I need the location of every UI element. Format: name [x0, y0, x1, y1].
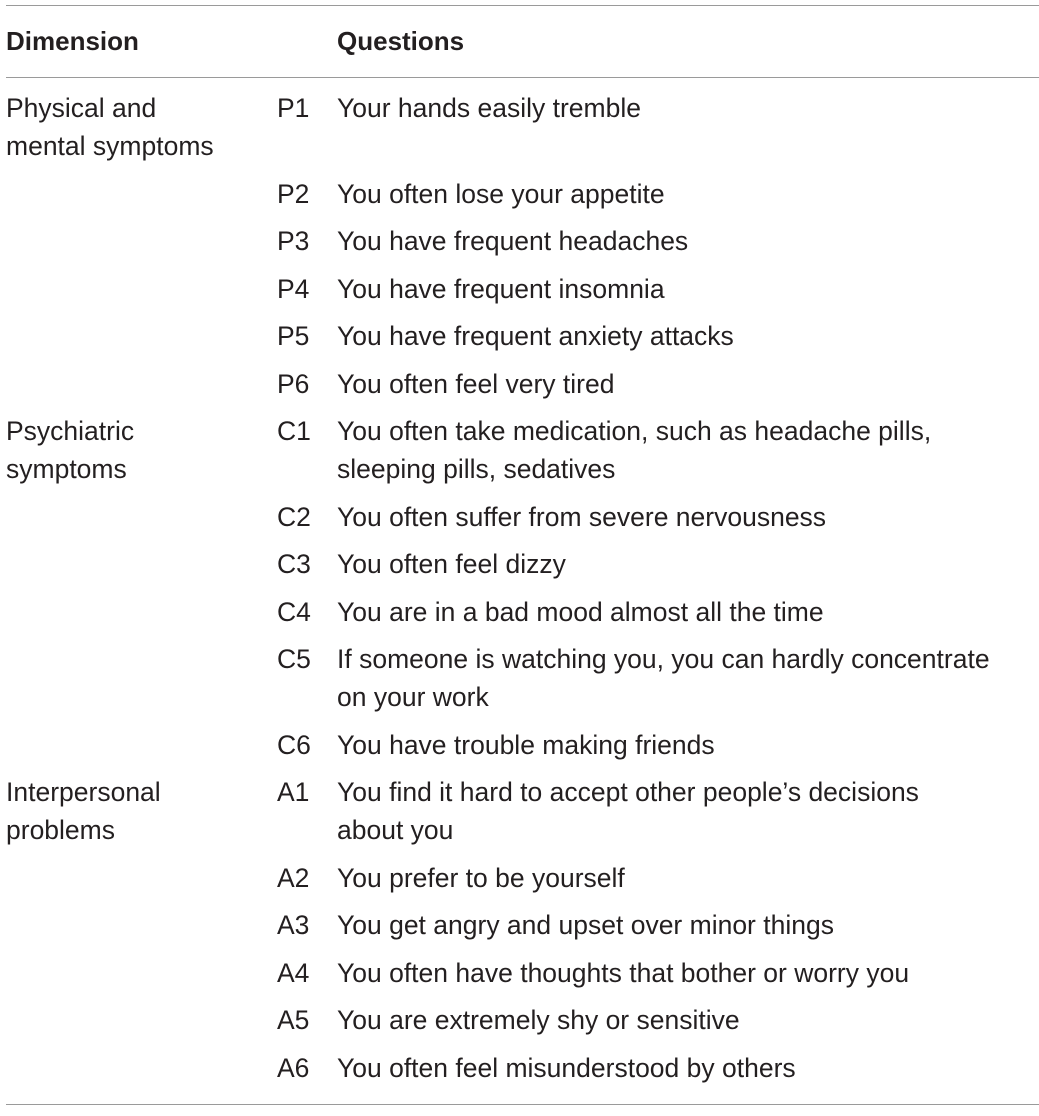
dimension-cell: [6, 906, 277, 944]
question-text-line: about you: [337, 815, 454, 845]
question-text: [337, 859, 1039, 897]
question-text-line: You often have thoughts that bother or worry you: [337, 957, 910, 988]
table-row: [6, 317, 1039, 355]
question-code: C6: [277, 729, 311, 760]
dimension-cell: [6, 954, 277, 992]
question-text-line: If someone is watching you, you can hardly concentrate: [337, 644, 990, 674]
table-row: [6, 954, 1039, 992]
question-text: [337, 1049, 1039, 1087]
dimension-label-line: Interpersonal: [6, 777, 161, 807]
question-code: P1: [277, 93, 310, 123]
question-text: [337, 412, 1039, 488]
table-row: [6, 773, 1039, 849]
dimension-cell: [6, 773, 277, 849]
question-text: [337, 593, 1039, 631]
question-text-line: You often lose your appetite: [337, 178, 665, 209]
table-row: [6, 593, 1039, 631]
dimension-label-line: problems: [6, 815, 115, 845]
question-code: A5: [277, 1005, 310, 1035]
dimension-label-line: Psychiatric: [6, 416, 135, 446]
question-text: [337, 317, 1039, 355]
questionnaire-table: [6, 0, 1039, 1105]
question-text-line: on your work: [337, 682, 489, 712]
question-text-line: You often feel misunderstood by others: [337, 1052, 796, 1083]
dimension-cell: [6, 593, 277, 631]
dimension-cell: [6, 640, 277, 716]
question-text-line: You find it hard to accept other people’s decisions: [337, 777, 919, 807]
question-text: [337, 545, 1039, 583]
question-text: [337, 270, 1039, 308]
question-text-line: You often feel very tired: [337, 368, 615, 399]
question-code: P4: [277, 273, 310, 304]
question-text: [337, 726, 1039, 764]
question-code: C5: [277, 644, 311, 674]
question-text-line: You get angry and upset over minor things: [337, 910, 834, 940]
table-row: [6, 1001, 1039, 1039]
dimension-cell: [6, 89, 277, 165]
table-row: [6, 222, 1039, 260]
question-text-line: You often feel dizzy: [337, 549, 566, 579]
question-code: P3: [277, 226, 310, 256]
question-text-line: sleeping pills, sedatives: [337, 454, 616, 484]
question-code: P2: [277, 178, 310, 209]
question-code: A4: [277, 957, 310, 988]
table-row: [6, 498, 1039, 536]
bottom-rule: [6, 1104, 1039, 1105]
dimension-cell: [6, 1001, 277, 1039]
question-text-line: You have trouble making friends: [337, 729, 715, 760]
dimension-cell: [6, 175, 277, 213]
question-text: [337, 640, 1039, 716]
question-text-line: You are in a bad mood almost all the time: [337, 596, 824, 627]
question-text: [337, 222, 1039, 260]
table-row: [6, 89, 1039, 165]
dimension-cell: [6, 317, 277, 355]
table-header: [6, 6, 1039, 77]
question-text-line: You are extremely shy or sensitive: [337, 1005, 740, 1035]
dimension-cell: [6, 412, 277, 488]
question-text-line: You have frequent anxiety attacks: [337, 321, 734, 351]
table-body: [6, 78, 1039, 1104]
dimension-cell: [6, 498, 277, 536]
question-text-line: Your hands easily tremble: [337, 93, 641, 123]
dimension-cell: [6, 726, 277, 764]
table-row: [6, 270, 1039, 308]
table-row: [6, 175, 1039, 213]
dimension-cell: [6, 222, 277, 260]
question-code: A1: [277, 777, 310, 807]
header-dimension: Dimension: [6, 26, 139, 56]
dimension-label-line: mental symptoms: [6, 131, 214, 161]
table-row: [6, 1049, 1039, 1087]
question-text-line: You prefer to be yourself: [337, 862, 625, 893]
table-row: [6, 906, 1039, 944]
dimension-cell: [6, 1049, 277, 1087]
question-code: C4: [277, 596, 311, 627]
question-text: [337, 498, 1039, 536]
header-questions: Questions: [337, 26, 465, 56]
question-code: A6: [277, 1052, 310, 1083]
dimension-cell: [6, 859, 277, 897]
question-text: [337, 954, 1039, 992]
dimension-label-line: symptoms: [6, 454, 127, 484]
question-text-line: You often suffer from severe nervousness: [337, 501, 827, 532]
table-row: [6, 859, 1039, 897]
dimension-cell: [6, 270, 277, 308]
dimension-label-line: Physical and: [6, 93, 157, 123]
question-code: C1: [277, 416, 311, 446]
question-code: A2: [277, 862, 310, 893]
question-text: [337, 1001, 1039, 1039]
question-code: P6: [277, 368, 310, 399]
dimension-cell: [6, 545, 277, 583]
dimension-cell: [6, 365, 277, 403]
question-text: [337, 773, 1039, 849]
question-text: [337, 89, 1039, 165]
question-text: [337, 175, 1039, 213]
question-code: P5: [277, 321, 310, 351]
question-text: [337, 365, 1039, 403]
question-text: [337, 906, 1039, 944]
table-row: [6, 412, 1039, 488]
question-text-line: You have frequent headaches: [337, 226, 689, 256]
table-row: [6, 726, 1039, 764]
table-row: [6, 365, 1039, 403]
question-code: C3: [277, 549, 311, 579]
question-text-line: You have frequent insomnia: [337, 273, 665, 304]
question-code: A3: [277, 910, 310, 940]
question-code: C2: [277, 501, 311, 532]
question-text-line: You often take medication, such as headache pills,: [337, 416, 932, 446]
table-row: [6, 640, 1039, 716]
table-row: [6, 545, 1039, 583]
